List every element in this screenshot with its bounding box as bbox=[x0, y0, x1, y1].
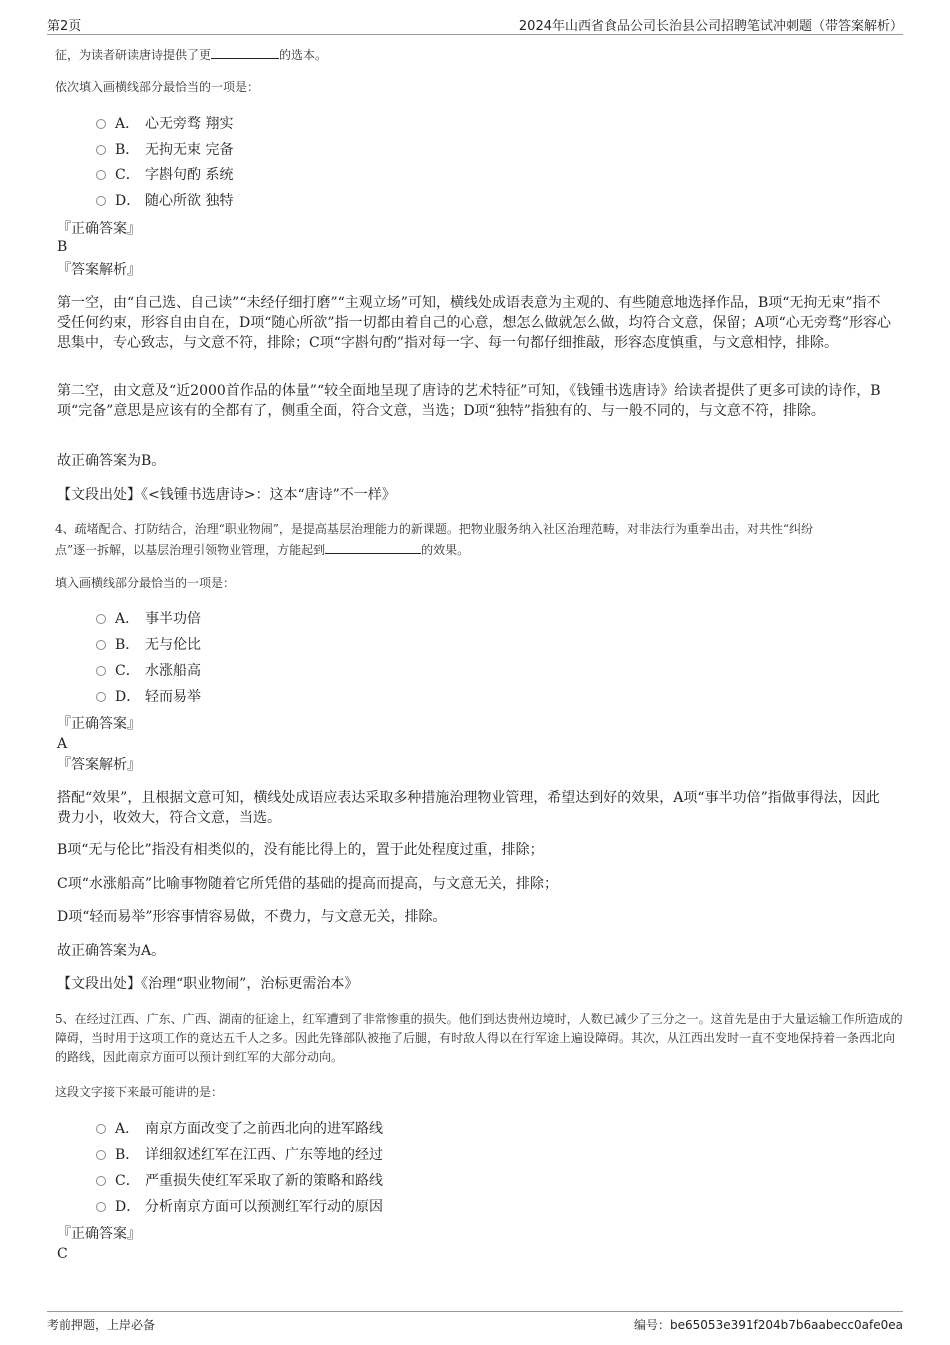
q3-analysis-label: 『答案解析』 bbox=[57, 262, 141, 278]
q4-analysis-p2: B项“无与伦比”指没有相类似的，没有能比得上的，置于此处程度过重，排除； bbox=[57, 842, 544, 858]
q3-stem-tail bbox=[55, 44, 905, 65]
q4-analysis-p1: 搭配“效果”，且根据文意可知，横线处成语应表达采取多种措施治理物业管理，希望达到好的效果，A项“事半功倍”指做事得法，因此费力小，收效大，符合文意，当选。 bbox=[57, 790, 880, 826]
q4-answer: A bbox=[57, 736, 68, 752]
radio-icon[interactable] bbox=[96, 666, 106, 676]
q4-analysis-label: 『答案解析』 bbox=[57, 757, 141, 773]
q3-prompt: 依次填入画横线部分最恰当的一项是： bbox=[55, 80, 260, 94]
q4-stem-line2 bbox=[55, 539, 905, 560]
option-text: 水涨船高 bbox=[145, 663, 201, 679]
q4-prompt: 填入画横线部分最恰当的一项是： bbox=[55, 576, 236, 590]
option-letter: B． bbox=[115, 1147, 140, 1163]
q5-stem: 5、在经过江西、广东、广西、湖南的征途上，红军遭到了非常惨重的损失。他们到达贵州边境时，人数已减少了三分之一。这首先是由于大量运输工作所造成的障碍，当时用于这项工作的竟达五千人之多。因此先锋部队被拖了后腿，有时敌人得以在行军途上遍设障碍。其次，从江西出发时一直不变地保持着一条西北向的路线，因此南京方面可以预计到红军的大部分动向。 bbox=[55, 1012, 903, 1064]
option-text: 严重损失使红军采取了新的策略和路线 bbox=[145, 1173, 383, 1189]
q5-answer: C bbox=[57, 1246, 68, 1262]
radio-icon[interactable] bbox=[96, 196, 106, 206]
option-text: 心无旁骛 翔实 bbox=[145, 116, 234, 132]
radio-icon[interactable] bbox=[96, 1202, 106, 1212]
footer-code: 编号：be65053e391f204b7b6aabecc0afe0ea bbox=[634, 1318, 903, 1332]
option-text: 字斟句酌 系统 bbox=[145, 167, 234, 183]
q4-conclusion: 故正确答案为A。 bbox=[57, 943, 166, 959]
q4-stem-line1: 4、疏堵配合、打防结合，治理“职业物闹”，是提高基层治理能力的新课题。把物业服务纳入社区治理范畴，对非法行为重拳出击，对共性“纠纷 bbox=[55, 522, 814, 536]
q3-answer: B bbox=[57, 239, 68, 255]
q4-stem bbox=[55, 520, 905, 560]
option-letter: D． bbox=[115, 193, 141, 209]
q4-stem-text: 点”逐一拆解，以基层治理引领物业管理，方能起到 bbox=[55, 543, 326, 557]
page-header bbox=[47, 12, 903, 35]
q4-blank bbox=[325, 539, 421, 554]
option-text: 分析南京方面可以预测红军行动的原因 bbox=[145, 1199, 383, 1215]
radio-icon[interactable] bbox=[96, 119, 106, 129]
page-footer bbox=[47, 1311, 903, 1336]
option-letter: C． bbox=[115, 663, 140, 679]
radio-icon[interactable] bbox=[96, 692, 106, 702]
option-letter: C． bbox=[115, 1173, 140, 1189]
option-text: 详细叙述红军在江西、广东等地的经过 bbox=[145, 1147, 383, 1163]
radio-icon[interactable] bbox=[96, 1176, 106, 1186]
q3-conclusion: 故正确答案为B。 bbox=[57, 453, 166, 469]
option-text: 南京方面改变了之前西北向的进军路线 bbox=[145, 1121, 383, 1137]
q3-blank bbox=[211, 44, 279, 59]
option-text: 无与伦比 bbox=[145, 637, 201, 653]
document-title: 2024年山西省食品公司长治县公司招聘笔试冲刺题（带答案解析） bbox=[518, 19, 903, 34]
q5-answer-label: 『正确答案』 bbox=[57, 1226, 141, 1242]
option-letter: A． bbox=[115, 1121, 140, 1137]
radio-icon[interactable] bbox=[96, 1124, 106, 1134]
q3-answer-label: 『正确答案』 bbox=[57, 221, 141, 237]
option-letter: D． bbox=[115, 1199, 141, 1215]
q3-source: 【文段出处】《<钱锺书选唐诗>：这本“唐诗”不一样》 bbox=[57, 487, 396, 503]
radio-icon[interactable] bbox=[96, 145, 106, 155]
q4-answer-label: 『正确答案』 bbox=[57, 716, 141, 732]
option-text: 无拘无束 完备 bbox=[145, 142, 234, 158]
q5-prompt: 这段文字接下来最可能讲的是： bbox=[55, 1085, 224, 1099]
q4-source: 【文段出处】《治理“职业物闹”，治标更需治本》 bbox=[57, 976, 359, 992]
option-text: 随心所欲 独特 bbox=[145, 193, 234, 209]
q4-analysis-p3: C项“水涨船高”比喻事物随着它所凭借的基础的提高而提高，与文意无关，排除； bbox=[57, 876, 559, 892]
footer-slogan: 考前押题，上岸必备 bbox=[47, 1318, 156, 1332]
option-letter: C． bbox=[115, 167, 140, 183]
radio-icon[interactable] bbox=[96, 1150, 106, 1160]
option-text: 轻而易举 bbox=[145, 689, 201, 705]
option-letter: A． bbox=[115, 116, 140, 132]
option-letter: D． bbox=[115, 689, 141, 705]
radio-icon[interactable] bbox=[96, 614, 106, 624]
option-text: 事半功倍 bbox=[145, 611, 201, 627]
q3-analysis-p1: 第一空，由“自己选、自己读”“未经仔细打磨”“主观立场”可知，横线处成语表意为主观的、有些随意地选择作品，B项“无拘无束”指不受任何约束，形容自由自在，D项“随心所欲”指一切都由着自己的心意，想怎么做就怎么做，均符合文意，保留；A项“心无旁骛”形容心思集中，专心致志，与文意不符，排除；C项“字斟句酌”指对每一字、每一句都仔细推敲，形容态度慎重，与文意相悖，排除。 bbox=[57, 295, 891, 351]
radio-icon[interactable] bbox=[96, 640, 106, 650]
option-letter: B． bbox=[115, 637, 140, 653]
q4-analysis-p4: D项“轻而易举”形容事情容易做，不费力，与文意无关，排除。 bbox=[57, 909, 447, 925]
option-letter: B． bbox=[115, 142, 140, 158]
radio-icon[interactable] bbox=[96, 170, 106, 180]
q3-stem-tail-text: 征，为读者研读唐诗提供了更 bbox=[55, 48, 212, 62]
q3-analysis-p2: 第二空，由文意及“近2000首作品的体量”“较全面地呈现了唐诗的艺术特征”可知，《钱锺书选唐诗》给读者提供了更多可读的诗作，B项“完备”意思是应该有的全都有了，侧重全面，符合文意，当选；D项“独特”指独有的、与一般不同的，与文意不符，排除。 bbox=[57, 383, 881, 419]
option-letter: A． bbox=[115, 611, 140, 627]
page-number: 第2页 bbox=[47, 19, 82, 34]
q3-stem-tail-end: 的选本。 bbox=[279, 48, 328, 62]
q4-stem-end: 的效果。 bbox=[421, 543, 470, 557]
